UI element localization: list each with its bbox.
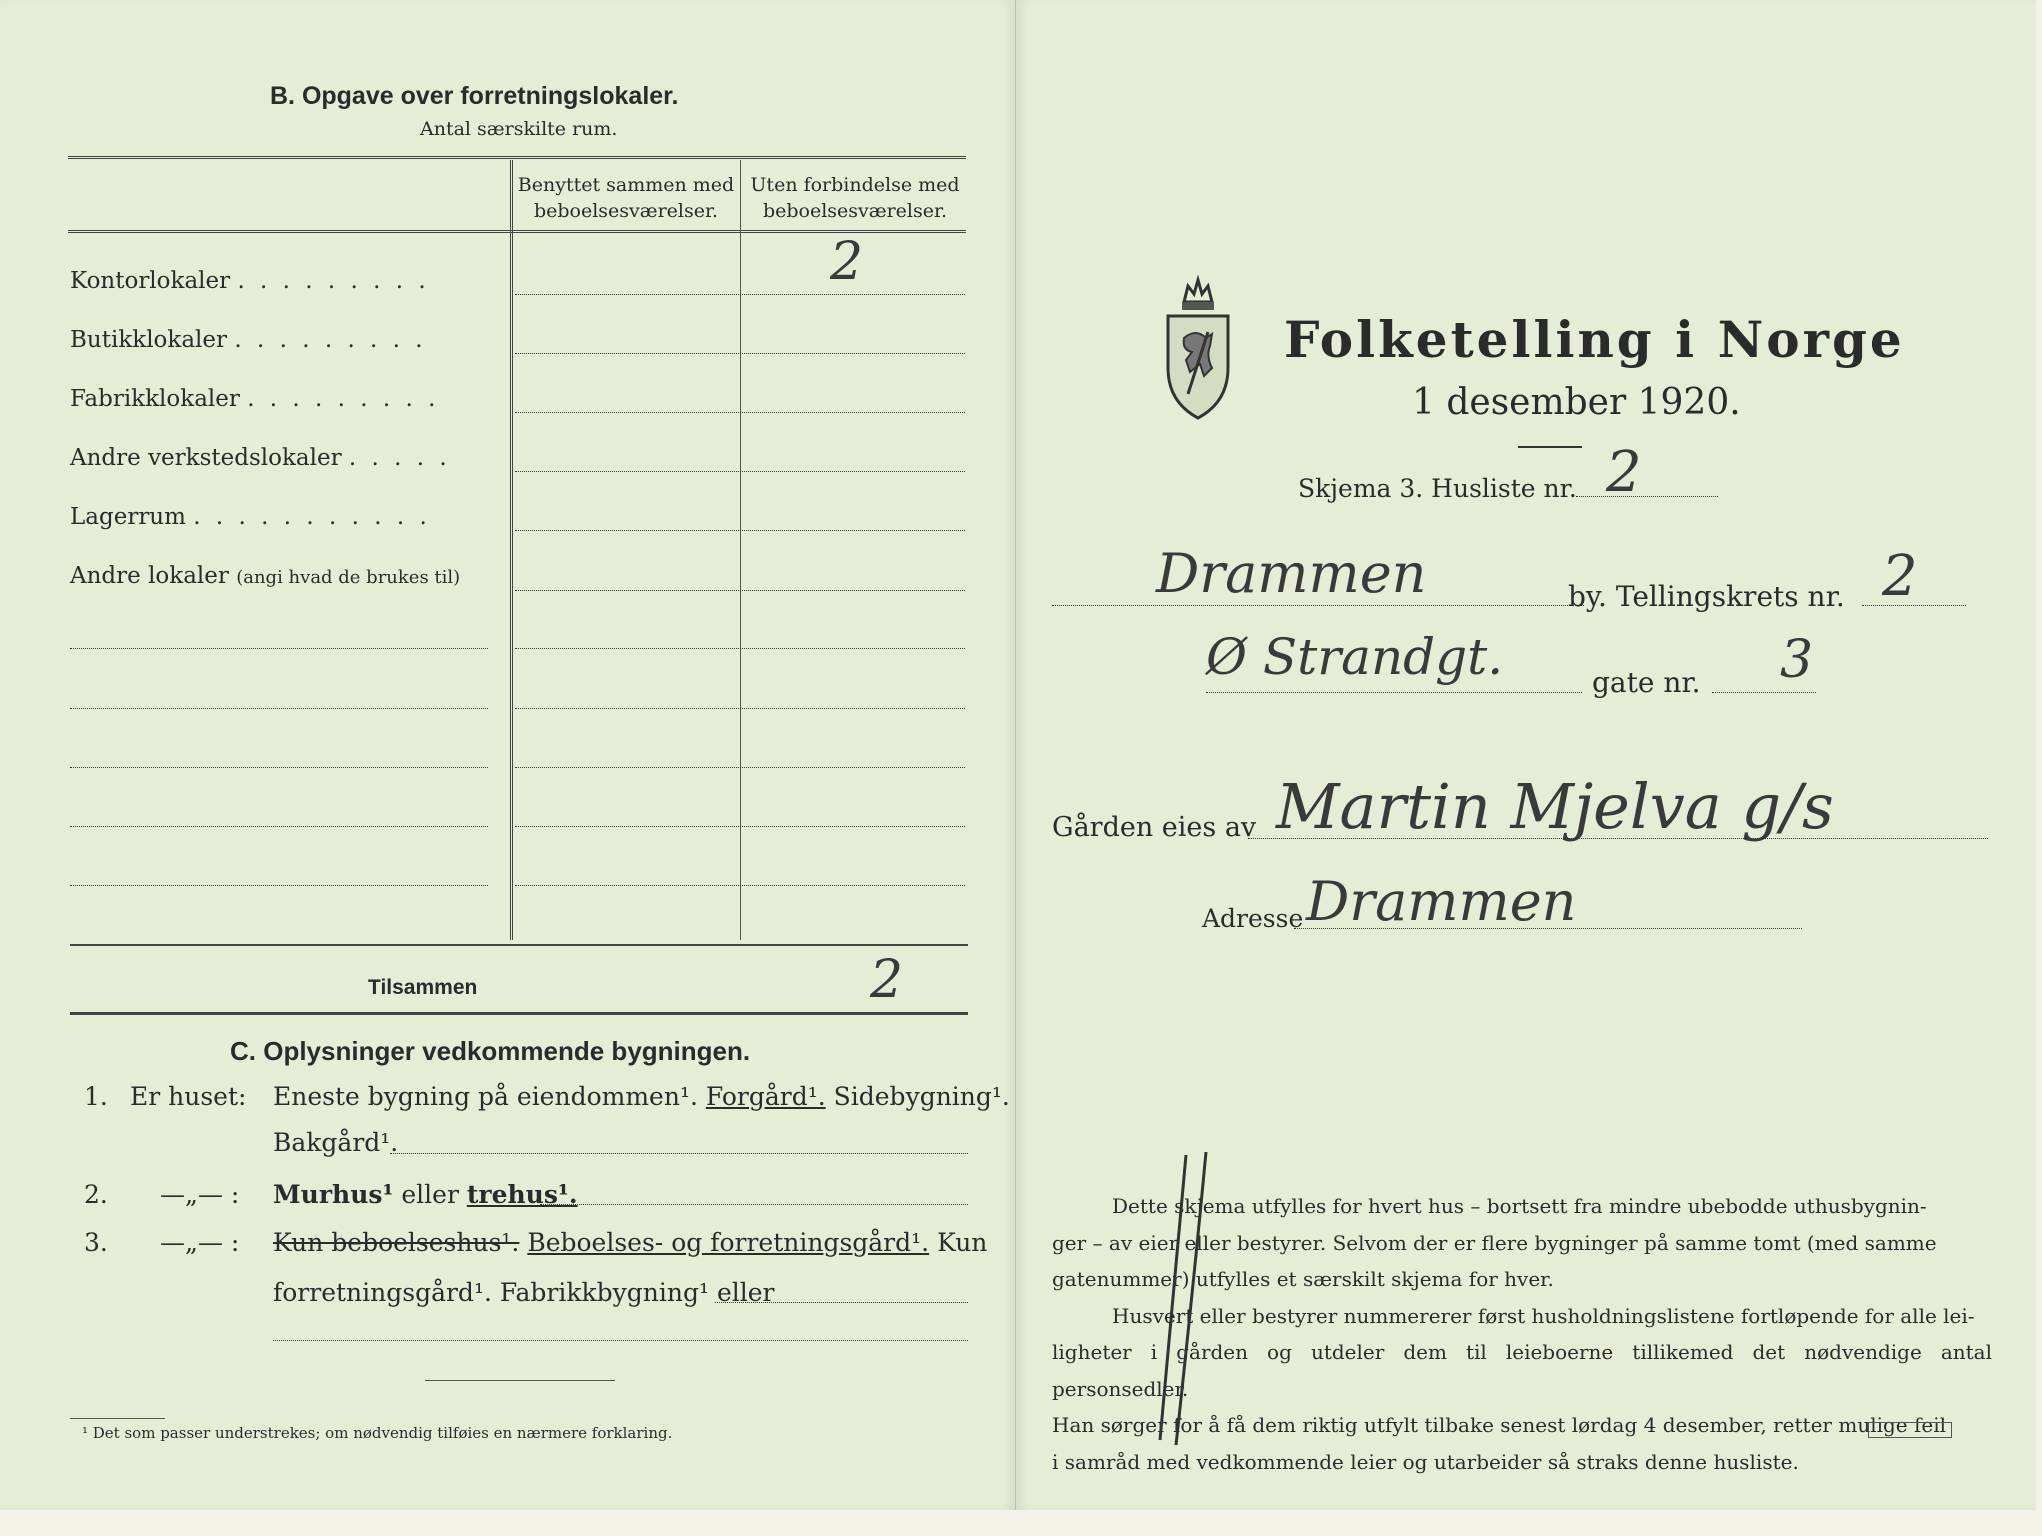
husliste-line — [1576, 496, 1718, 497]
gate-number: 3 — [1780, 630, 1814, 690]
row-label-butikk: Butikklokaler . . . . . . . . . — [70, 327, 427, 353]
right-page — [1016, 0, 2036, 1510]
instruction-line: ligheter i gården og utdeler dem til leieboerne tillikemed det nødvendige antal personsedler. — [1052, 1340, 1992, 1401]
row-label-fabrikk: Fabrikklokaler . . . . . . . . . — [70, 386, 440, 412]
street-line — [1206, 692, 1582, 693]
row-line — [515, 590, 965, 591]
row-line — [515, 648, 965, 649]
c3-label: —„— : — [160, 1228, 240, 1257]
c3-number: 3. — [84, 1228, 108, 1257]
table-col-divider-2 — [740, 160, 741, 940]
c2-label: —„— : — [160, 1180, 240, 1209]
row-label-andre: Andre lokaler (angi hvad de brukes til) — [70, 563, 461, 589]
section-b-title: B. Opgave over forretningslokaler. — [270, 82, 679, 110]
row-line — [515, 530, 965, 531]
c2-number: 2. — [84, 1180, 108, 1209]
row-line — [515, 353, 965, 354]
tellingskrets-number: 2 — [1882, 544, 1918, 609]
c3-options: Kun beboelseshus¹. Beboelses- og forretningsgård¹. Kun — [273, 1228, 988, 1257]
c3-extra-line — [273, 1340, 968, 1341]
tellingskrets-line — [1862, 605, 1966, 606]
gate-line — [1712, 692, 1816, 693]
c2-options: Murhus¹ eller trehus¹. — [273, 1180, 578, 1209]
by-tellingskrets-label: by. Tellingskrets nr. — [1568, 580, 1845, 613]
c3-fill-line — [715, 1302, 968, 1303]
skjema-label: Skjema 3. Husliste nr. — [1298, 474, 1577, 503]
adresse-line — [1294, 928, 1802, 929]
total-top-rule — [70, 944, 968, 946]
col2-header: Uten forbindelse med beboelsesværelser. — [750, 174, 960, 222]
owner-handwriting: Martin Mjelva g/s — [1276, 770, 1834, 843]
instruction-line: Han sørger for å få dem riktig utfylt tilbake senest lørdag 4 desember, retter mulige feil — [1052, 1413, 1947, 1437]
blank-line — [70, 885, 488, 886]
blank-line — [70, 826, 488, 827]
section-c-title: C. Oplysninger vedkommende bygningen. — [230, 1036, 751, 1066]
row-line — [515, 826, 965, 827]
total-label: Tilsammen — [368, 976, 478, 999]
row-line — [515, 885, 965, 886]
instruction-line: Dette skjema utfylles for hvert hus – bortsett fra mindre ubebodde uthusbygnin- — [1112, 1194, 1927, 1218]
section-end-rule — [425, 1380, 615, 1381]
blank-line — [70, 708, 488, 709]
gate-label: gate nr. — [1592, 666, 1701, 699]
instruction-line: ger – av eier eller bestyrer. Selvom der er flere bygninger på samme tomt (med samme — [1052, 1230, 1937, 1255]
section-b-subtitle: Antal særskilte rum. — [420, 118, 618, 140]
coat-of-arms-icon — [1162, 272, 1234, 422]
footnote: ¹ Det som passer understrekes; om nødvendig tilføies en nærmere forklaring. — [82, 1424, 673, 1442]
c1-fill-line — [390, 1153, 968, 1154]
kontor-col2-value: 2 — [830, 232, 864, 292]
row-line — [515, 471, 965, 472]
left-page — [0, 0, 1017, 1510]
city-handwriting: Drammen — [1156, 542, 1427, 605]
table-col-divider-1 — [510, 160, 513, 940]
form-date: 1 desember 1920. — [1412, 382, 1741, 423]
footnote-rule — [70, 1418, 165, 1419]
blank-line — [70, 767, 488, 768]
c2-fill-line — [540, 1204, 968, 1205]
c1-number: 1. — [84, 1082, 108, 1111]
total-bottom-rule — [70, 1012, 968, 1015]
instruction-line: Husvert eller bestyrer nummererer først husholdningslistene fortløpende for alle lei- — [1112, 1303, 1975, 1328]
row-line — [515, 294, 965, 295]
instruction-line: i samråd med vedkommende leier og utarbeider så straks denne husliste. — [1052, 1449, 1799, 1474]
printer-stamp — [1868, 1422, 1952, 1438]
row-line — [515, 708, 965, 709]
owner-label: Gården eies av — [1052, 812, 1257, 843]
street-handwriting: Ø Strandgt. — [1206, 628, 1504, 686]
c3-forretningsgard: forretningsgård¹. Fabrikkbygning¹ eller — [273, 1278, 775, 1307]
row-line — [515, 412, 965, 413]
row-line — [515, 767, 965, 768]
instruction-line: gatenummer) utfylles et særskilt skjema for hver. — [1052, 1267, 1554, 1291]
owner-line — [1248, 838, 1988, 839]
form-title: Folketelling i Norge — [1284, 310, 1905, 369]
col1-header: Benyttet sammen med beboelsesværelser. — [517, 174, 735, 222]
row-label-verksted: Andre verkstedslokaler . . . . . — [70, 445, 451, 471]
handwritten-stroke-mark — [1146, 1150, 1216, 1450]
blank-line — [70, 648, 488, 649]
adresse-handwriting: Drammen — [1306, 870, 1577, 933]
husliste-number: 2 — [1606, 440, 1642, 505]
total-col2-value: 2 — [870, 950, 904, 1010]
c1-bakgard: Bakgård¹. — [273, 1128, 399, 1157]
c1-label: Er huset: — [130, 1082, 247, 1111]
table-top-rule — [68, 156, 966, 159]
adresse-label: Adresse — [1202, 904, 1304, 933]
city-line — [1052, 605, 1584, 606]
row-label-kontor: Kontorlokaler . . . . . . . . . — [70, 268, 430, 294]
c1-options: Eneste bygning på eiendommen¹. Forgård¹. Sidebygning¹. — [273, 1082, 1010, 1111]
date-rule — [1518, 446, 1582, 448]
row-label-lager: Lagerrum . . . . . . . . . . . — [70, 504, 431, 530]
